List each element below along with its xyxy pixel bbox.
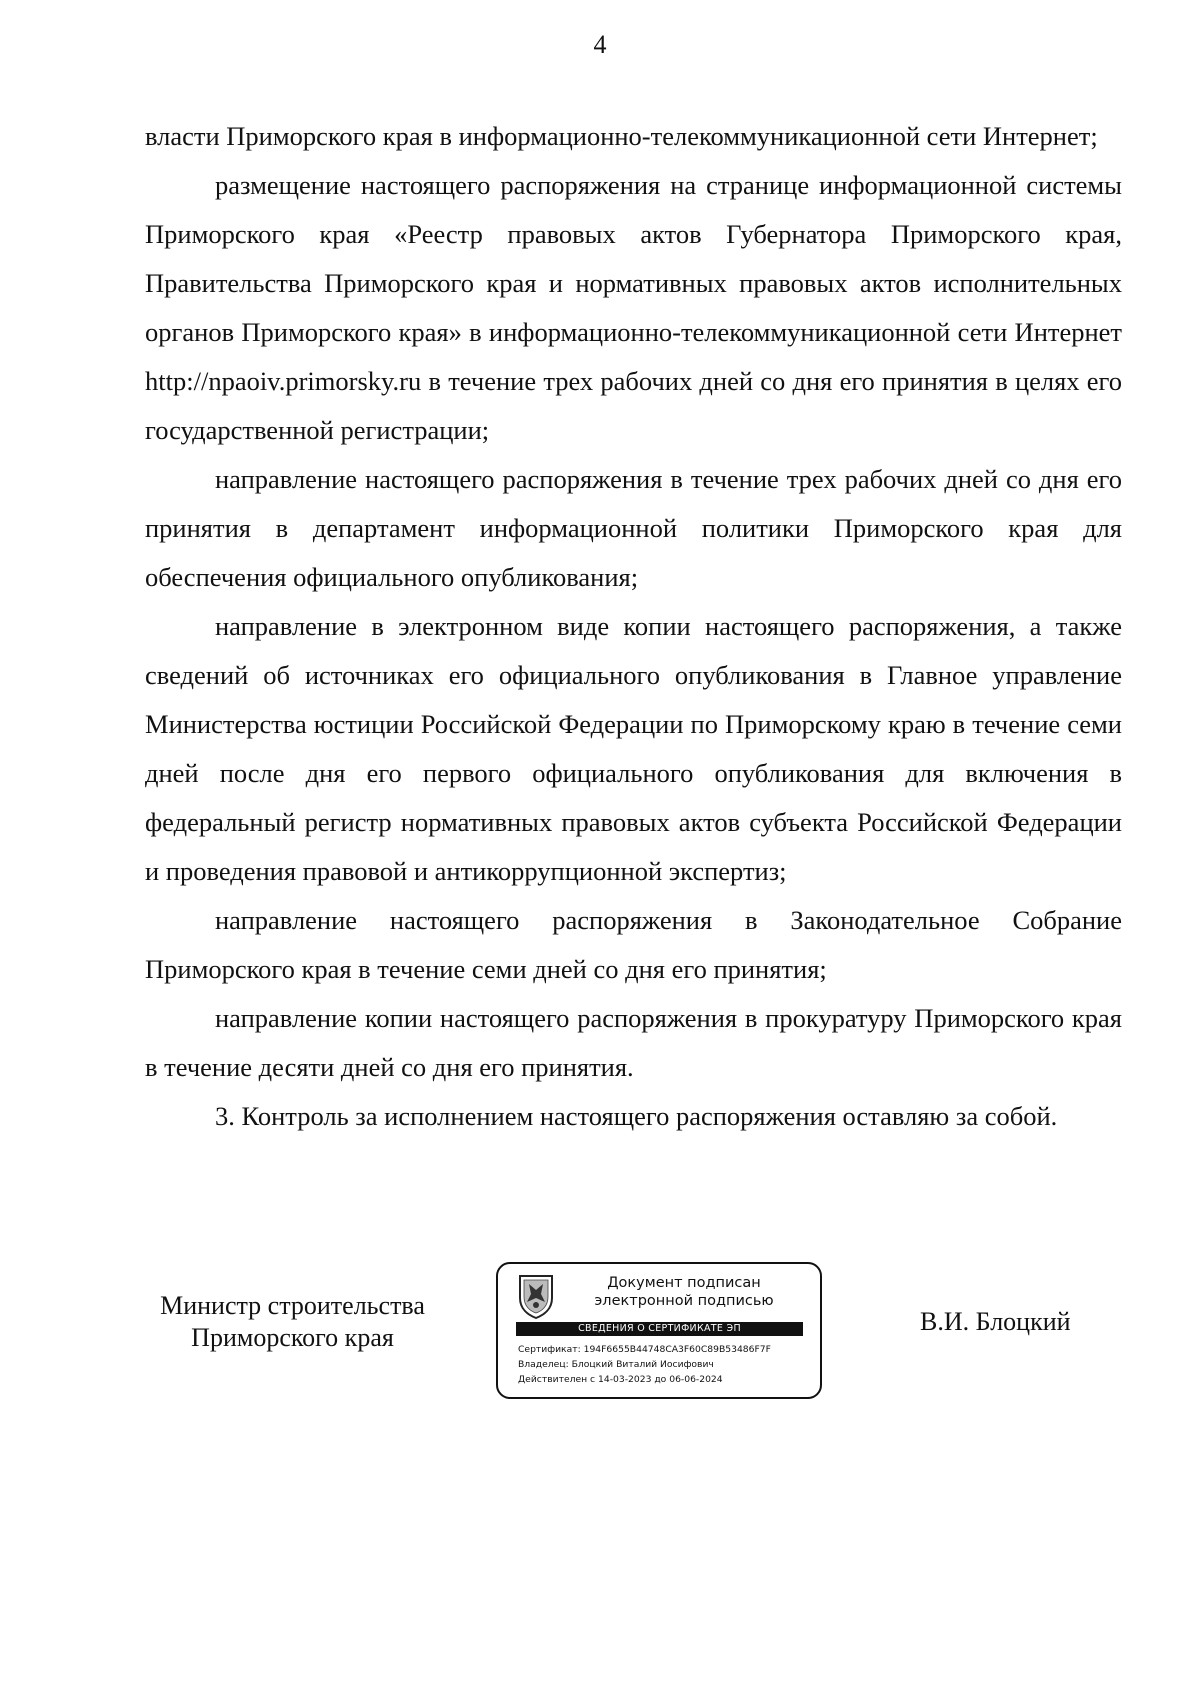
- stamp-heading: [564, 1274, 804, 1310]
- signer-name: В.И. Блоцкий: [920, 1307, 1071, 1336]
- stamp-heading-line1: Документ подписан: [607, 1275, 761, 1291]
- signature-block: [0, 1262, 1200, 1422]
- document-body: [145, 112, 1122, 1141]
- paragraph-3: направление настоящего распоряжения в течение трех рабочих дней со дня его принятия в департамент информационной политики Приморского края для обеспечения официального опубликования;: [145, 464, 1122, 592]
- signer-position-line1: Министр строительства: [160, 1291, 425, 1320]
- paragraph-4: направление в электронном виде копии настоящего распоряжения, а также сведений об источниках его официального опубликования в Главное управление Министерства юстиции Российской Федерации по Приморскому краю в течение семи дней после дня его первого официального опубликования для включения в федеральный регистр нормативных правовых актов субъекта Российской Федерации и проведения правовой и антикоррупционной экспертиз;: [145, 611, 1122, 886]
- paragraph-5: направление настоящего распоряжения в Законодательное Собрание Приморского края в течение семи дней со дня его принятия;: [145, 905, 1122, 984]
- signer-position: [145, 1290, 440, 1354]
- stamp-heading-line2: электронной подписью: [594, 1293, 774, 1309]
- electronic-signature-stamp: [496, 1262, 822, 1399]
- paragraph-2: размещение настоящего распоряжения на странице информационной системы Приморского края «Реестр правовых актов Губернатора Приморского края, Правительства Приморского края и нормативных правовых актов исполнительных органов Приморского края» в информационно-телекоммуникационной сети Интернет http://npaoiv.primorsky.ru в течение трех рабочих дней со дня его принятия в целях его государственной регистрации;: [145, 170, 1122, 445]
- certificate-validity: Действителен с 14-03-2023 до 06-06-2024: [518, 1374, 723, 1385]
- paragraph-1: власти Приморского края в информационно-телекоммуникационной сети Интернет;: [145, 121, 1098, 151]
- certificate-owner: Владелец: Блоцкий Виталий Иосифович: [518, 1359, 714, 1370]
- certificate-info-bar: СВЕДЕНИЯ О СЕРТИФИКАТЕ ЭП: [516, 1322, 803, 1336]
- certificate-number: Сертификат: 194F6655B44748CA3F60C89B53486F7F: [518, 1344, 771, 1355]
- certificate-details: [518, 1342, 771, 1387]
- paragraph-7: 3. Контроль за исполнением настоящего распоряжения оставляю за собой.: [215, 1101, 1058, 1131]
- paragraph-6: направление копии настоящего распоряжения в прокуратуру Приморского края в течение десяти дней со дня его принятия.: [145, 1003, 1122, 1082]
- coat-of-arms-icon: [516, 1272, 556, 1320]
- page-number: 4: [593, 30, 607, 59]
- signer-position-line2: Приморского края: [191, 1323, 394, 1352]
